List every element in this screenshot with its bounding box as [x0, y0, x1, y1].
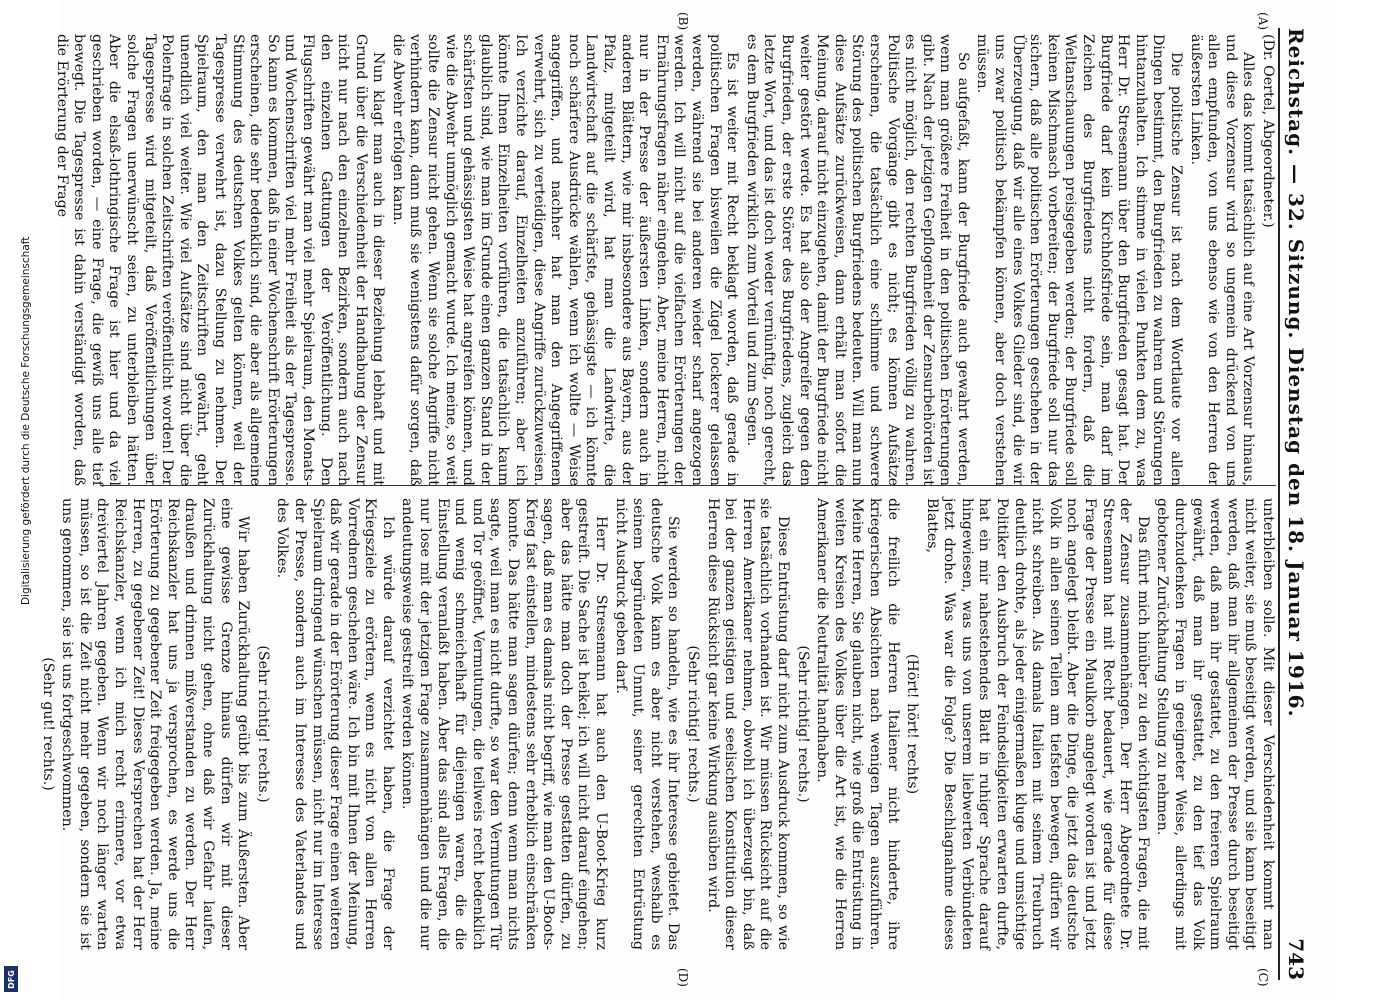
interjection: (Sehr richtig! rechts.) — [794, 645, 811, 803]
margin-mark-a: (A) — [1256, 12, 1270, 31]
footer-text: Digitalisierung gefördert durch die Deutsche Forschungsgemeinschaft — [20, 236, 32, 605]
paragraph: So aufgefaßt, kann der Burgfriede auch gewahrt werden, wenn man größere Freiheit in den politischen Erörterungen gibt. Nach der jetzigen Gepflogenheit der Zensurbehörden ist es nicht möglich, den rechten Burgfrieden völlig zu wahren. Politische Vorgänge gibt es nicht; es können Aufsätze erscheinen, die tatsächlich eine schlimme und schwere Störung des politischen Burgfriedens bedeuten. Will man nun diese Aufsätze zurückweisen, dann erhält man sofort die Meinung, darauf nicht einzugehen, damit der Burgfriede nicht weiter gestört werde. Es hat also der Angreifer gegen den Burgfrieden, der erste Störer des Burgfriedens, zugleich das letzte Wort, und das ist doch weder vernünftig, noch gerecht, es dem Burgfrieden wirklich zum Vorteil und zum Segen. — [743, 34, 971, 486]
page-title: Reichstag. — 32. Sitzung. Dienstag den 18. Januar 1916. — [1284, 28, 1308, 718]
margin-mark-c: (C) — [1256, 968, 1270, 987]
page-header — [1278, 28, 1320, 980]
column-divider — [100, 485, 1276, 486]
paragraph: Es ist weiter mit Recht beklagt worden, daß gerade in politischen Fragen bisweilen die Zügel lockerer gelassen werden, während sie bei anderen wieder scharf angezogen werden. Ich will nicht auf die vielfachen Erörterungen der Ernährungsfragen näher eingehen. Aber, meine Herren, nicht nur in der Presse der äußersten Linken, sondern auch in anderen Blättern, wie mir insbesondere aus Bayern, aus der Pfalz, mitgeteilt wird, hat man die Landwirte, die Landwirtschaft auf die schärfste, gehässigste — ich könnte noch schärfere Ausdrücke wählen, wenn ich wollte — Weise angegriffen, und nachher hat man den Angegriffenen verwehrt, sich zu verteidigen, diese Angriffe zurückzuweisen. Ich verzichte darauf, Einzelheiten anzuführen; aber ich könnte Ihnen Einzelheiten vorführen, die tatsächlich kaum glaublich sind, wie man im Grunde einen ganzen Stand in der schärfsten und gehässigsten Weise hat angreifen können, und wie die Abwehr unmöglich gemacht wurde. Ich meine, so weit sollte die Zensur nicht gehen. Wenn sie solche Angriffe nicht verhindern kann, dann muß sie wenigstens dafür sorgen, daß die Abwehr erfolgen kann. — [389, 34, 741, 486]
paragraph: Wir haben Zurückhaltung geübt bis zum Äußersten. Aber eine gewisse Grenze hinaus dürfen wir mit dieser Zurückhaltung nicht gehen, ohne daß wir Gefahr laufen, draußen und drinnen mißverstanden zu werden. Der Herr Reichskanzler hat uns ja versprochen, es werde uns die Erörterung zu gegebener Zeit freigegeben werden. Ja, meine Herren, zu gegebener Zeit! Dieses Versprechen hat der Herr Reichskanzler, wenn ich mich recht erinnere, vor etwa dreiviertel Jahren gegeben. Wenn wir noch länger warten müssen, so ist die Zeit nicht mehr gegeben, sondern sie ist uns genommen, sie ist uns fortgeschwommen. — [59, 498, 252, 950]
speaker-note: (Dr. Oertel, Abgeordneter.) — [1260, 34, 1276, 228]
paragraph: Die politische Zensur ist nach dem Wortlaute vor allen Dingen bestimmt, den Burgfrieden zu wahren und Störungen hintanzuhalten. Ich stimme in vielen Punkten dem zu, was Herr Dr. Stresemann über den Burgfrieden gesagt hat. Der Burgfriede darf kein Kirchhofsfriede sein, man darf im Zeichen des Burgfriedens nicht fordern, daß die Weltanschauungen preisgegeben werden; der Burgfriede soll keinen Mischmasch vorbereiten; der Burgfriede soll nur das sichern, daß alle politischen Erörterungen geschehen in der Überzeugung, daß wir alle eines Volkes Glieder sind, die wir uns zwar politisch bekämpfen können, aber doch verstehen müssen. — [974, 34, 1185, 486]
paragraph: Das führt mich hinüber zu den wichtigsten Fragen, die mit der Zensur zusammenhängen. Der Herr Abgeordnete Dr. Stresemann hat mit Recht bedauert, wie gerade für diese Frage der Presse ein Maulkorb angelegt worden ist und jetzt noch angelegt bleibt. Aber die Dinge, die jetzt das deutsche Volk in allen seinen Teilen am tiefsten bewegen, dürfen wir nicht schreiben. Als damals Italien mit seinem Treubruch deutlich drohte, als jeder einigermaßen kluge und umsichtige Politiker den Ausbruch der Feindseligkeiten erwarten durfte, hat ein mir nahestehendes Blatt in ruhiger Sprache darauf hingewiesen, was uns von unserem liebwerten Verbündeten jetzt drohe. Was war die Folge? Die Beschlagnahme dieses Blattes, — [923, 498, 1151, 950]
interjection: (Sehr gut! rechts.) — [39, 657, 56, 791]
interjection: (Sehr richtig! rechts.) — [685, 645, 701, 803]
page-number: 743 — [1284, 938, 1308, 980]
interjection: (Hört! hört! rechts) — [904, 653, 921, 795]
paragraph: Ich würde darauf verzichtet haben, die Frage der Kriegsziele zu erörtern, wenn es nicht von allen Herren Vorrednern geschehen wäre. Ich bin mit Ihnen der Meinung, daß wir gerade in der Erörterung dieser Frage einen weiteren Spielraum dringend wünschen müssen, nicht nur im Interesse der Presse, sondern auch im Interesse des Vaterlandes und des Volkes. — [274, 498, 396, 950]
margin-mark-d: (D) — [676, 968, 690, 987]
right-column — [39, 498, 1276, 950]
dfg-logo-icon: DFG — [4, 966, 18, 992]
left-column — [53, 34, 1276, 486]
margin-mark-b: (B) — [676, 12, 690, 31]
paragraph: Herr Dr. Stresemann hat auch den U-Boot-Krieg kurz gestreift. Die Sache ist heikel; ich will nicht darauf eingehen; aber das hätte man doch der Presse gestatten dürfen, zu sagen, daß man es damals nicht begriff, wie man den U-Boots-Krieg fast einstellen, mindestens sehr erheblich einschränken konnte. Das hätte man sagen dürfen; denn wenn man nichts sagte, weil man es nicht durfte, so war den Vermutungen Tür und Tor geöffnet, Vermutungen, die teilweis recht bedenklich und wenig schmeichelhaft für diejenigen waren, die die Einstellung veranlaßt haben. Aber das sind alles Fragen, die nur lose mit der jetzigen Frage zusammenhängen und die nur andeutungsweise gestreift werden können. — [399, 498, 610, 950]
paragraph: Alles das kommt tatsächlich auf eine Art Vorzensur hinaus, und diese Vorzensur wird so ungemein drückend von uns allen empfunden, von uns ebenso wie von den Herren der äußersten Linken. — [1187, 34, 1257, 486]
digitization-footer — [2, 0, 32, 1000]
paragraph: unterbleiben solle. Mit dieser Verschiedenheit kommt man nicht weiter, sie muß beseitigt werden, und sie kann beseitigt werden, daß man ihr allgemeinen der Presse durch beseitigt werden, daß man ihr gestattet, zu den freieren Spielraum gewährt, daß man ihr gestattet, zu den tief das Volk durchzudenken Fragen in geeigneter Weise, allerdings mit gebotener Zurückhaltung Stellung zu nehmen. — [1154, 498, 1276, 950]
paragraph: Nun klagt man auch in dieser Beziehung lebhaft und mit Grund über die Verschiedenheit der Handhabung der Zensur nicht nur nach den einzelnen Bezirken, sondern auch nach den einzelnen Gattungen der Veröffentlichung. Den Flugschriften gewährt man viel mehr Spielraum, den Monats- und Wochenschriften viel mehr Freiheit als der Tagespresse. So kann es kommen, daß in einer Wochenschrift Erörterungen erscheinen, die sehr bedenklich sind, die aber als allgemeine Stimmung des deutschen Volkes gelten können, weil der Tagespresse verwehrt ist, dazu Stellung zu nehmen. Der Spielraum, den man den Zeitschriften gewährt, geht unendlich viel weiter. Wie viel Aufsätze sind nicht über die Polenfrage in solchen Zeitschriften veröffentlicht worden! Der Tagespresse wird mitgeteilt, daß Veröffentlichungen über solche Fragen unerwünscht seien, zu unterbleiben hätten. Aber die elsaß-lothringische Frage ist hier und da viel geschrieben worden, — eine Frage, die gewiß uns alle tief bewegt. Die Tagespresse ist dahin verständigt worden, daß die Erörterung der Frage — [53, 34, 387, 486]
scanned-page — [39, 0, 1330, 1000]
paragraph: Diese Entrüstung darf nicht zum Ausdruck kommen, so wie sie tatsächlich vorhanden ist. Wir müssen Rücksicht auf die Herren Amerikaner nehmen, obwohl ich überzeugt bin, daß bei der ganzen geistigen und seelischen Konstitution dieser Herren diese Rücksicht gar keine Wirkung ausüben wird. — [704, 498, 791, 950]
paragraph: Sie werden so handeln, wie es ihr Interesse gebietet. Das deutsche Volk kann es aber nicht verstehen, weshalb es seinem begründeten Unmut, seiner gerechten Entrüstung nicht Ausdruck geben darf. — [612, 498, 682, 950]
interjection: (Sehr richtig! rechts.) — [254, 645, 271, 803]
paragraph: die freilich die Herren Italiener nicht hinderte, ihre kriegerischen Absichten nach wenigen Tagen auszuführen. Meine Herren, Sie glauben nicht, wie groß die Entrüstung in weiten Kreisen des Volkes über die Art ist, wie die Herren Amerikaner die Neutralität handhaben. — [814, 498, 901, 950]
